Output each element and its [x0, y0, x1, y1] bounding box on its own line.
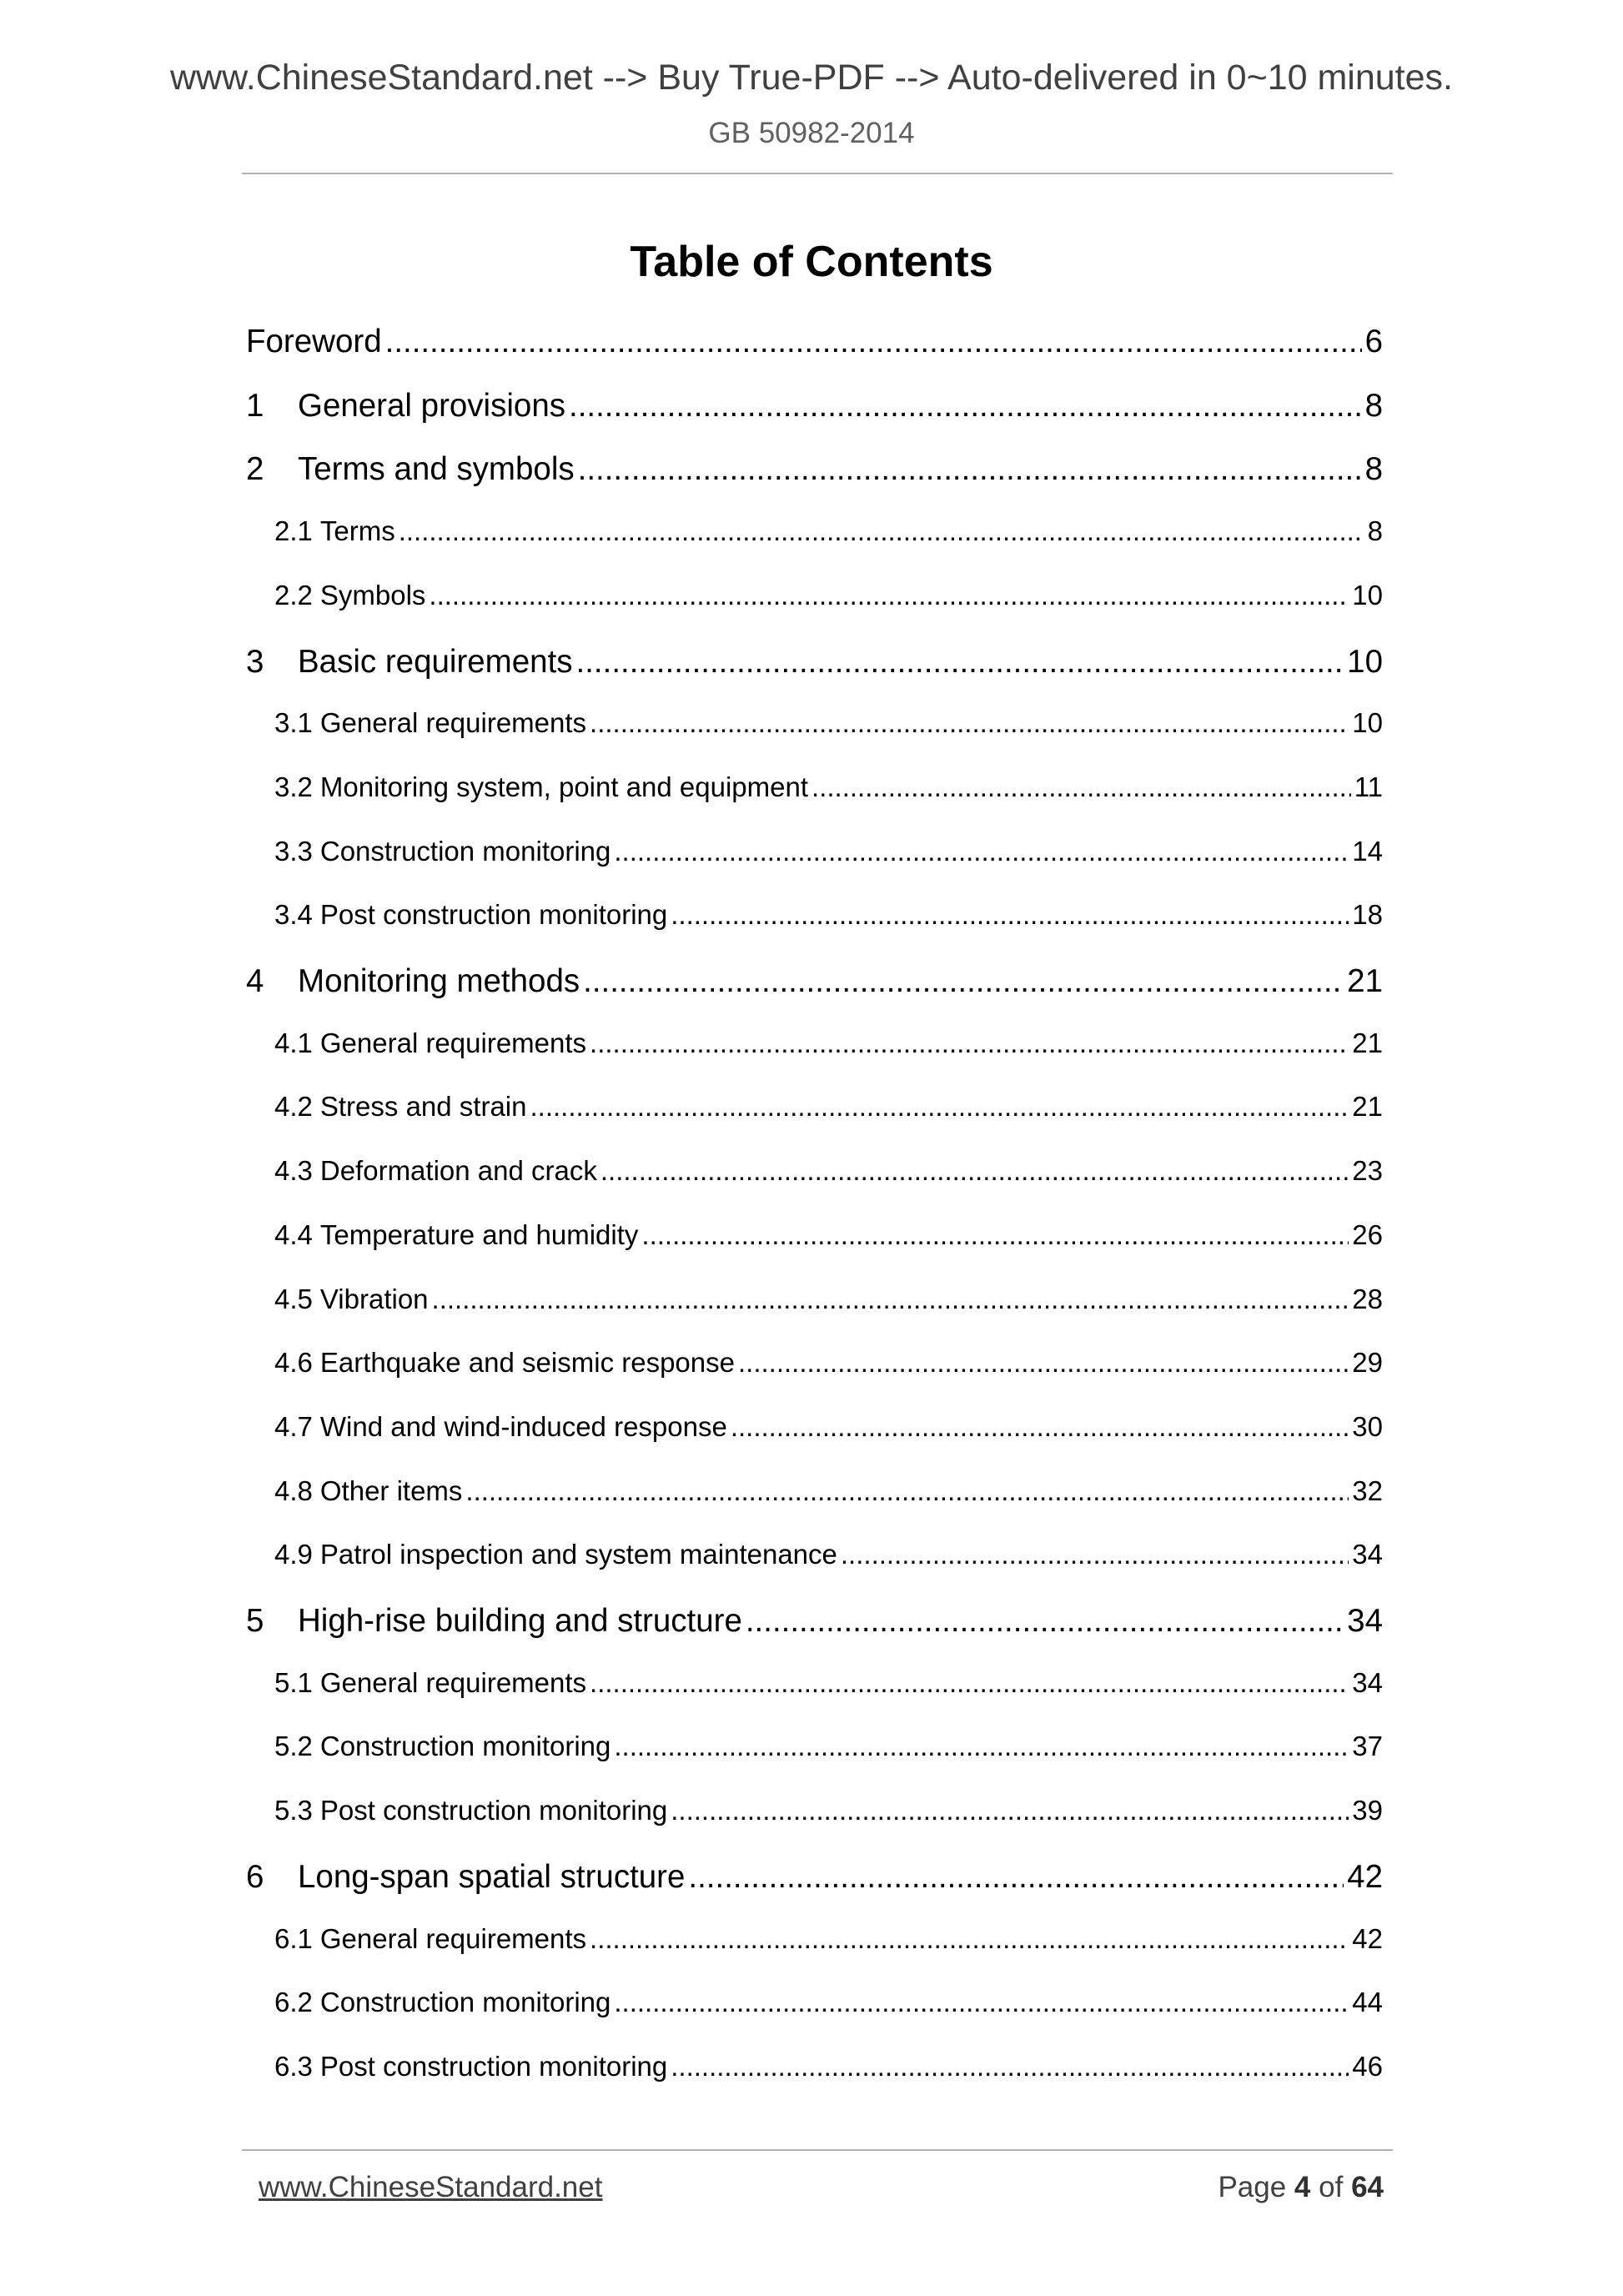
toc-entry-label: Vibration	[319, 1284, 429, 1314]
toc-entry-label: Monitoring system, point and equipment	[319, 771, 809, 802]
toc-entry-page: 21	[1352, 1091, 1383, 1122]
toc-entry-label: Deformation and crack	[319, 1155, 597, 1186]
toc-entry-number: 3.4	[274, 899, 313, 930]
toc-dot-leader	[841, 1539, 1349, 1570]
toc-entry[interactable]	[246, 1603, 1383, 1640]
toc-entry-page: 30	[1352, 1411, 1383, 1442]
toc-entry[interactable]	[246, 324, 1383, 360]
toc-entry-number: 4.9	[274, 1539, 313, 1570]
toc-dot-leader	[746, 1603, 1344, 1640]
toc-entry-page: 10	[1352, 580, 1383, 610]
toc-entry-label: Patrol inspection and system maintenance	[319, 1539, 837, 1570]
toc-entry-label: Earthquake and seismic response	[319, 1347, 735, 1378]
toc-entry-label: Construction monitoring	[319, 1731, 611, 1761]
toc-entry-number: 4.3	[274, 1155, 313, 1186]
toc-entry-label: Construction monitoring	[319, 836, 611, 867]
toc-entry-label: Monitoring methods	[298, 963, 580, 999]
toc-entry-number: 4.2	[274, 1091, 313, 1122]
toc-entry-label: Post construction monitoring	[319, 1795, 668, 1826]
toc-entry[interactable]	[274, 1027, 1383, 1059]
toc-entry-label: Post construction monitoring	[319, 2051, 668, 2082]
toc-entry-number: 2	[246, 451, 264, 487]
toc-entry[interactable]	[274, 707, 1383, 739]
toc-entry[interactable]	[274, 1539, 1383, 1570]
toc-entry-label: High-rise building and structure	[298, 1603, 742, 1639]
toc-dot-leader	[641, 1219, 1349, 1251]
toc-entry-number: 5.1	[274, 1667, 313, 1698]
toc-entry-page: 21	[1347, 963, 1383, 999]
toc-entry-number: 4.4	[274, 1219, 313, 1250]
toc-entry-number: 4	[246, 963, 264, 999]
toc-entry-number: 2.1	[274, 515, 313, 546]
toc-entry-label: Basic requirements	[298, 644, 573, 680]
footer-divider	[242, 2149, 1393, 2151]
toc-entry-page: 11	[1354, 771, 1383, 802]
toc-dot-leader	[429, 580, 1349, 611]
toc-dot-leader	[530, 1091, 1349, 1123]
page-total: 64	[1351, 2171, 1384, 2203]
toc-entry-page: 34	[1347, 1603, 1383, 1639]
toc-entry-number: 4.7	[274, 1411, 313, 1442]
document-code: GB 50982-2014	[708, 117, 915, 149]
toc-entry[interactable]	[274, 1731, 1383, 1762]
toc-entry-number: 5	[246, 1603, 264, 1639]
toc-entry-page: 6	[1364, 324, 1383, 359]
toc-entry-label: Foreword	[246, 324, 382, 359]
toc-entry-label: Construction monitoring	[319, 1987, 611, 2017]
toc-entry[interactable]	[274, 1987, 1383, 2018]
toc-entry-page: 32	[1352, 1475, 1383, 1506]
toc-entry[interactable]	[274, 1219, 1383, 1251]
toc-entry-page: 10	[1347, 644, 1383, 680]
toc-dot-leader	[385, 324, 1362, 360]
toc-dot-leader	[590, 1923, 1349, 1955]
toc-dot-leader	[576, 644, 1344, 681]
toc-entry[interactable]	[246, 644, 1383, 681]
toc-entry[interactable]	[274, 1475, 1383, 1507]
toc-dot-leader	[671, 899, 1349, 931]
toc-entry-page: 21	[1352, 1027, 1383, 1058]
toc-entry-label: Terms and symbols	[298, 451, 575, 487]
toc-entry-number: 3	[246, 644, 264, 680]
page-indicator	[1218, 2173, 1384, 2202]
toc-entry-number: 4.8	[274, 1475, 313, 1506]
toc-entry-number: 3.1	[274, 707, 313, 738]
toc-dot-leader	[590, 707, 1349, 739]
toc-entry-page: 39	[1352, 1795, 1383, 1826]
toc-dot-leader	[399, 515, 1364, 547]
toc-dot-leader	[614, 1987, 1349, 2018]
toc-entry-label: Wind and wind-induced response	[319, 1411, 727, 1442]
toc-entry[interactable]	[246, 388, 1383, 425]
toc-entry-page: 34	[1352, 1667, 1383, 1698]
toc-entry-number: 4.6	[274, 1347, 313, 1378]
toc-entry[interactable]	[274, 1347, 1383, 1379]
toc-entry-number: 3.3	[274, 836, 313, 867]
toc-entry[interactable]	[274, 2051, 1383, 2082]
toc-entry-page: 46	[1352, 2051, 1383, 2082]
toc-entry[interactable]	[274, 515, 1383, 547]
toc-entry[interactable]	[274, 771, 1383, 803]
toc-entry-number: 1	[246, 388, 264, 424]
toc-entry-number: 3.2	[274, 771, 313, 802]
toc-entry-page: 29	[1352, 1347, 1383, 1378]
toc-dot-leader	[583, 963, 1344, 1000]
toc-entry-page: 14	[1352, 836, 1383, 867]
page-of: of	[1319, 2171, 1344, 2203]
toc-entry-number: 6.2	[274, 1987, 313, 2017]
page-title: Table of Contents	[630, 238, 993, 286]
toc-entry-number: 6.3	[274, 2051, 313, 2082]
toc-entry-label: Post construction monitoring	[319, 899, 668, 930]
toc-entry-label: Symbols	[319, 580, 426, 610]
toc-entry-page: 18	[1352, 899, 1383, 930]
toc-entry-label: General requirements	[319, 1923, 587, 1954]
toc-dot-leader	[578, 451, 1362, 488]
toc-entry[interactable]	[274, 836, 1383, 867]
toc-entry-number: 5.3	[274, 1795, 313, 1826]
toc-entry-label: Other items	[319, 1475, 463, 1506]
toc-entry-label: Terms	[319, 515, 395, 546]
toc-entry[interactable]	[274, 1667, 1383, 1699]
toc-dot-leader	[614, 836, 1349, 867]
toc-entry-label: General requirements	[319, 1667, 587, 1698]
toc-dot-leader	[590, 1027, 1349, 1059]
toc-entry[interactable]	[274, 1091, 1383, 1123]
toc-entry-page: 8	[1364, 388, 1383, 424]
toc-dot-leader	[432, 1284, 1349, 1315]
toc-dot-leader	[465, 1475, 1349, 1507]
toc-entry[interactable]	[274, 1795, 1383, 1826]
toc-entry-number: 4.1	[274, 1027, 313, 1058]
toc-entry-label: General requirements	[319, 1027, 587, 1058]
toc-dot-leader	[731, 1411, 1349, 1443]
footer-website-link[interactable]: www.ChineseStandard.net	[259, 2171, 603, 2203]
toc-entry-label: Stress and strain	[319, 1091, 527, 1122]
toc-entry[interactable]	[274, 1284, 1383, 1315]
toc-entry-page: 37	[1352, 1731, 1383, 1761]
toc-dot-leader	[590, 1667, 1349, 1699]
toc-entry-number: 5.2	[274, 1731, 313, 1761]
toc-entry-page: 34	[1352, 1539, 1383, 1570]
toc-entry-page: 42	[1352, 1923, 1383, 1954]
toc-entry-page: 42	[1347, 1859, 1383, 1895]
toc-dot-leader	[614, 1731, 1349, 1762]
toc-entry-page: 8	[1367, 515, 1383, 546]
toc-entry-page: 26	[1352, 1219, 1383, 1250]
toc-dot-leader	[738, 1347, 1349, 1379]
toc-entry[interactable]	[274, 1411, 1383, 1443]
toc-entry-number: 2.2	[274, 580, 313, 610]
toc-entry-page: 44	[1352, 1987, 1383, 2017]
toc-entry-page: 10	[1352, 707, 1383, 738]
toc-dot-leader	[600, 1155, 1349, 1187]
toc-entry-label: General provisions	[298, 388, 565, 424]
toc-dot-leader	[569, 388, 1362, 425]
toc-entry-page: 8	[1364, 451, 1383, 487]
toc-entry-number: 6.1	[274, 1923, 313, 1954]
toc-entry[interactable]	[246, 963, 1383, 1000]
toc-entry-label: Long-span spatial structure	[298, 1859, 686, 1895]
toc-entry-number: 6	[246, 1859, 264, 1895]
toc-dot-leader	[671, 2051, 1349, 2082]
toc-entry[interactable]	[274, 899, 1383, 931]
toc-dot-leader	[812, 771, 1351, 803]
toc-entry[interactable]	[246, 451, 1383, 488]
page-current: 4	[1294, 2171, 1311, 2203]
toc-entry[interactable]	[274, 1923, 1383, 1955]
toc-entry-page: 23	[1352, 1155, 1383, 1186]
toc-entry-number: 4.5	[274, 1284, 313, 1314]
toc-entry-label: General requirements	[319, 707, 587, 738]
toc-entry-label: Temperature and humidity	[319, 1219, 639, 1250]
page-prefix: Page	[1218, 2171, 1287, 2203]
toc-dot-leader	[671, 1795, 1349, 1826]
toc-entry[interactable]	[246, 1859, 1383, 1896]
header-banner-text: www.ChineseStandard.net --> Buy True-PDF --> Auto-delivered in 0~10 minutes.	[169, 58, 1453, 98]
toc-entry-page: 28	[1352, 1284, 1383, 1314]
toc-dot-leader	[688, 1859, 1344, 1896]
toc-entry[interactable]	[274, 580, 1383, 611]
toc-entry[interactable]	[274, 1155, 1383, 1187]
